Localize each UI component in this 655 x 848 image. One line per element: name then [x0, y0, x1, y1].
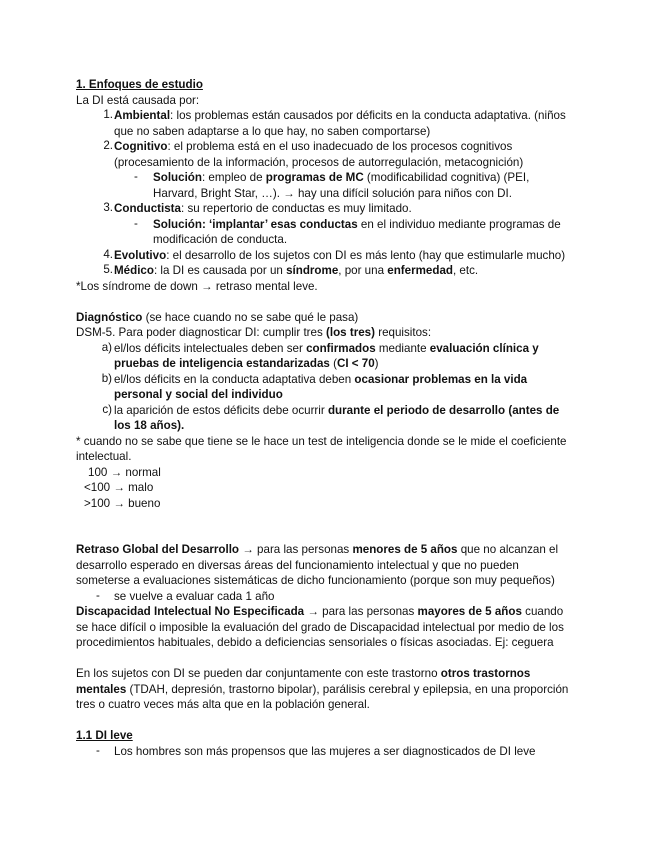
item-text-cont: que no saben adaptarse a lo que hay, no saben comportarse): [114, 124, 431, 138]
list-item-conductista: [76, 201, 586, 217]
note-test-cont: intelectual.: [76, 450, 132, 463]
list-number: 2.: [103, 139, 113, 152]
diagnostico-heading: [76, 310, 586, 326]
dine-line-3: procedimientos habituales, debido a deficiencias sensoriales o físicas asociadas. Ej: ceguera: [76, 636, 554, 649]
rgd-sub-item: [76, 589, 586, 605]
dsm-line: [76, 325, 586, 341]
rgd-line-2: desarrollo esperado en diversas áreas del funcionamiento intelectual y que no pueden: [76, 558, 519, 572]
term-rgd: Retraso Global del Desarrollo: [76, 543, 240, 556]
item-text: , etc.: [452, 264, 479, 277]
sub-text: en el individuo mediante programas de: [357, 217, 561, 231]
sub-text-cont: modificación de conducta.: [153, 233, 288, 246]
section-heading-di-leve: 1.1 DI leve: [76, 729, 133, 742]
item-text: : el desarrollo de los sujetos con DI es más lento (hay que estimularle mucho): [166, 248, 566, 262]
term-diagnostico: Diagnóstico: [76, 310, 143, 324]
term-durante: durante el periodo de desarrollo (antes de: [327, 403, 560, 417]
term-ocasionar: ocasionar problemas en la vida: [354, 372, 528, 386]
item-text: : los problemas están causados por déficits en la conducta adaptativa. (niños: [170, 109, 566, 122]
term-mentales: mentales: [76, 682, 127, 696]
dine-text: cuando: [521, 605, 564, 618]
term-los-tres: (los tres): [326, 326, 375, 339]
intro-text: La DI está causada por:: [76, 93, 200, 107]
dine-text: → para las personas: [304, 605, 418, 618]
list-letter: b): [101, 371, 112, 385]
otros-line: [76, 666, 586, 682]
rgd-text: → para las personas: [239, 543, 353, 556]
req-item-b: [76, 372, 586, 403]
rgd-line: [76, 542, 586, 558]
list-letter: c): [102, 402, 112, 416]
term-pruebas: pruebas de inteligencia estandarizadas: [114, 357, 330, 370]
sub-item-solucion-mc: [76, 170, 586, 201]
term-cognitivo: Cognitivo: [114, 140, 168, 153]
req-text: la aparición de estos déficits debe ocurrir: [114, 403, 328, 417]
term-confirmados: confirmados: [306, 341, 376, 355]
term-solucion: Solución: [153, 171, 202, 184]
term-medico: Médico: [114, 264, 154, 277]
item-text: : la DI es causada por un: [153, 264, 287, 277]
term-enfermedad: enfermedad: [387, 264, 453, 277]
term-mayores: mayores de 5 años: [417, 605, 522, 618]
rgd-sub-text: se vuelve a evaluar cada 1 año: [114, 589, 275, 603]
rgd-text: que no alcanzan el: [457, 543, 559, 556]
req-text: el/los déficits intelectuales deben ser: [114, 341, 307, 355]
dine-line-2: se hace difícil o imposible la evaluación del grado de Discapacidad intelectual por medio de los: [76, 620, 564, 634]
list-number: 1.: [103, 108, 113, 121]
di-leve-item: [76, 744, 586, 760]
term-sindrome: síndrome: [286, 264, 339, 277]
item-text: , por una: [338, 264, 388, 277]
otros-text: En los sujetos con DI se pueden dar conjuntamente con este trastorno: [76, 667, 441, 680]
section-heading-enfoques: 1. Enfoques de estudio: [76, 78, 203, 91]
note-test: * cuando no se sabe que tiene se le hace un test de inteligencia donde se le mide el coeficiente: [76, 434, 567, 448]
req-item-c: [76, 403, 586, 434]
dsm-text: requisitos:: [374, 326, 432, 339]
sub-text: (modificabilidad cognitiva) (PEI,: [363, 171, 530, 184]
otros-line-3: tres o cuatro veces más alta que en la población general.: [76, 698, 370, 711]
list-item-medico: [76, 263, 586, 279]
list-item-ambiental: [76, 108, 586, 139]
term-programas-mc: programas de MC: [265, 171, 364, 184]
score-normal: 100 → normal: [88, 465, 161, 479]
dine-line: [76, 604, 586, 620]
list-number: 5.: [103, 263, 113, 276]
term-ci: CI < 70: [336, 357, 375, 370]
dsm-text: DSM-5. Para poder diagnosticar DI: cumplir tres: [76, 326, 327, 339]
dash-bullet: -: [96, 588, 100, 602]
term-otros: otros trastornos: [440, 667, 531, 680]
term-evolutivo: Evolutivo: [114, 248, 167, 262]
term-ambiental: Ambiental: [114, 109, 171, 122]
term-18-anos: los 18 años).: [114, 419, 185, 432]
term-implantar: Solución: ‘implantar’ esas conductas: [153, 217, 358, 231]
req-text: ): [374, 357, 379, 370]
sub-text-cont: Harvard, Bright Star, …). → hay una difícil solución para niños con DI.: [153, 186, 512, 200]
item-text-cont: (procesamiento de la información, procesos de autorregulación, metacognición): [114, 155, 524, 169]
term-menores: menores de 5 años: [352, 543, 458, 556]
item-text: : el problema está en el uso inadecuado de los procesos cognitivos: [167, 140, 513, 153]
sub-text: : empleo de: [201, 171, 266, 184]
sub-item-solucion-conductas: [76, 217, 586, 248]
otros-text: (TDAH, depresión, trastorno bipolar), parálisis cerebral y epilepsia, en una proporción: [126, 682, 569, 696]
rgd-line-3: someterse a evaluaciones sistemáticas de dicho funcionamiento (porque son muy pequeños): [76, 574, 555, 587]
note-down: *Los síndrome de down → retraso mental leve.: [76, 279, 318, 293]
list-item-cognitivo: [76, 139, 586, 170]
diag-text: (se hace cuando no se sabe qué le pasa): [142, 310, 359, 324]
otros-line-2: [76, 682, 586, 698]
dash-bullet: -: [96, 743, 100, 757]
document-page: [76, 77, 586, 759]
list-letter: a): [101, 340, 112, 354]
req-text: (: [329, 357, 337, 370]
score-malo: <100 → malo: [84, 481, 154, 494]
di-leve-text: Los hombres son más propensos que las mujeres a ser diagnosticados de DI leve: [114, 744, 536, 758]
term-evaluacion: evaluación clínica y: [429, 341, 539, 355]
term-conductista: Conductista: [114, 202, 181, 215]
req-text: mediante: [375, 341, 430, 355]
score-bueno: >100 → bueno: [84, 496, 161, 510]
req-item-a: [76, 341, 586, 372]
term-personal: personal y social del individuo: [114, 388, 283, 401]
item-text: : su repertorio de conductas es muy limitado.: [181, 202, 412, 215]
req-text: el/los déficits en la conducta adaptativa deben: [114, 372, 355, 386]
dash-bullet: -: [134, 170, 138, 183]
list-number: 4.: [103, 247, 113, 261]
term-dine: Discapacidad Intelectual No Especificada: [76, 605, 305, 618]
list-item-evolutivo: [76, 248, 586, 264]
dash-bullet: -: [134, 216, 138, 230]
list-number: 3.: [103, 201, 113, 214]
